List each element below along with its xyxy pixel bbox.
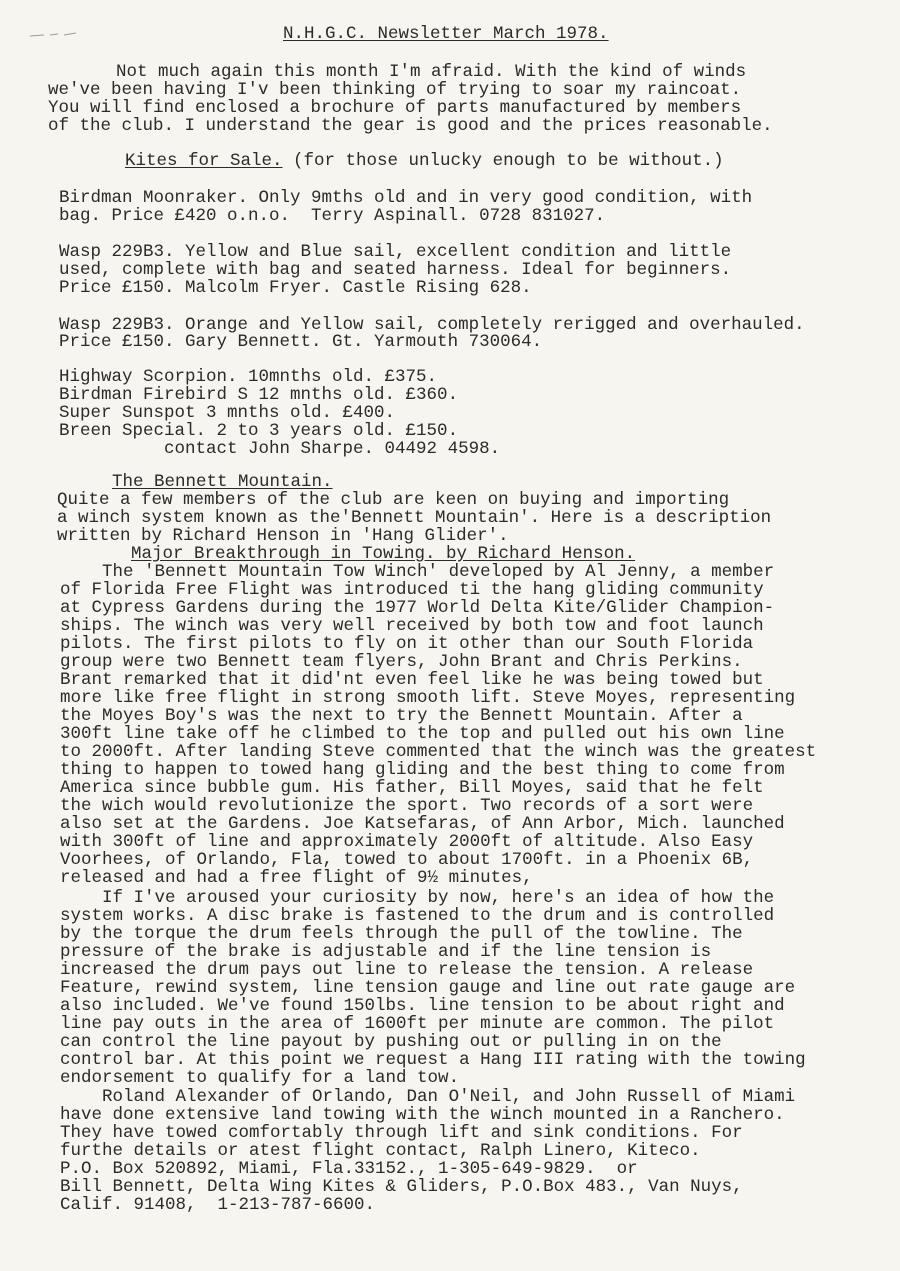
article-line: Voorhees, of Orlando, Fla, towed to about 1700ft. in a Phoenix 6B, [60, 850, 754, 870]
intro-line: we've been having I'v been thinking of trying to soar my raincoat. [48, 80, 742, 100]
article-line: by the torque the drum feels through the pull of the towline. The [60, 924, 743, 944]
article-line: ships. The winch was very well received by both tow and foot launch [60, 616, 764, 636]
ad-line: used, complete with bag and seated harness. Ideal for beginners. [59, 260, 732, 280]
article-line: group were two Bennett team flyers, John Brant and Chris Perkins. [60, 652, 743, 672]
ad-line: bag. Price £420 o.n.o. Terry Aspinall. 0728 831027. [59, 206, 606, 226]
article-line: furthe details or atest flight contact, Ralph Linero, Kiteco. [60, 1141, 701, 1161]
bennett-intro-line: a winch system known as the'Bennett Mountain'. Here is a description [57, 508, 772, 528]
ad-contact-line: contact John Sharpe. 04492 4598. [59, 439, 501, 459]
article-line: with 300ft of line and approximately 2000ft of altitude. Also Easy [60, 832, 754, 852]
page-title: N.H.G.C. Newsletter March 1978. [283, 24, 609, 44]
article-line: to 2000ft. After landing Steve commented that the winch was the greatest [60, 742, 817, 762]
article-line: control bar. At this point we request a Hang III rating with the towing [60, 1050, 806, 1070]
ad-line: Highway Scorpion. 10mnths old. £375. [59, 367, 438, 387]
pencil-mark [28, 32, 78, 38]
kites-heading-text: Kites for Sale. [125, 151, 283, 171]
bennett-intro-line: written by Richard Henson in 'Hang Glider'. [57, 526, 509, 546]
article-line: If I've aroused your curiosity by now, here's an idea of how the [60, 888, 775, 908]
article-line: increased the drum pays out line to release the tension. A release [60, 960, 754, 980]
ad-line: Wasp 229B3. Yellow and Blue sail, excellent condition and little [59, 242, 732, 262]
article-line: P.O. Box 520892, Miami, Fla.33152., 1-305-649-9829. or [60, 1159, 638, 1179]
intro-line: Not much again this month I'm afraid. With the kind of winds [116, 62, 747, 82]
article-line: thing to happen to towed hang gliding and the best thing to come from [60, 760, 785, 780]
article-line: the Moyes Boy's was the next to try the Bennett Mountain. After a [60, 706, 743, 726]
article-line: also set at the Gardens. Joe Katsefaras, of Ann Arbor, Mich. launched [60, 814, 785, 834]
article-line: can control the line payout by pushing out or pulling in on the [60, 1032, 722, 1052]
ad-line: Price £150. Malcolm Fryer. Castle Rising 628. [59, 278, 532, 298]
article-line: more like free flight in strong smooth lift. Steve Moyes, representing [60, 688, 796, 708]
bennett-section-heading: The Bennett Mountain. [112, 472, 333, 492]
article-line: Bill Bennett, Delta Wing Kites & Gliders, P.O.Box 483., Van Nuys, [60, 1177, 743, 1197]
article-line: Brant remarked that it did'nt even feel like he was being towed but [60, 670, 764, 690]
article-line: have done extensive land towing with the winch mounted in a Ranchero. [60, 1105, 785, 1125]
article-line: endorsement to qualify for a land tow. [60, 1068, 460, 1088]
article-line: at Cypress Gardens during the 1977 World Delta Kite/Glider Champion- [60, 598, 775, 618]
ad-line: Price £150. Gary Bennett. Gt. Yarmouth 730064. [59, 332, 543, 352]
kites-heading-note: (for those unlucky enough to be without.) [282, 151, 724, 171]
ad-line: Birdman Firebird S 12 mnths old. £360. [59, 385, 459, 405]
kites-section-heading [125, 151, 724, 171]
article-line: The 'Bennett Mountain Tow Winch' developed by Al Jenny, a member [60, 562, 775, 582]
article-line: line pay outs in the area of 1600ft per minute are common. The pilot [60, 1014, 775, 1034]
ad-line: Super Sunspot 3 mnths old. £400. [59, 403, 396, 423]
article-line: released and had a free flight of 9½ minutes, [60, 868, 533, 888]
bennett-intro-line: Quite a few members of the club are keen on buying and importing [57, 490, 730, 510]
ad-line: Breen Special. 2 to 3 years old. £150. [59, 421, 459, 441]
article-heading: Major Breakthrough in Towing. by Richard Henson. [131, 544, 636, 564]
article-line: also included. We've found 150lbs. line tension to be about right and [60, 996, 785, 1016]
intro-line: You will find enclosed a brochure of parts manufactured by members [48, 98, 742, 118]
article-line: Calif. 91408, 1-213-787-6600. [60, 1195, 376, 1215]
article-line: the wich would revolutionize the sport. Two records of a sort were [60, 796, 754, 816]
article-line: system works. A disc brake is fastened to the drum and is controlled [60, 906, 775, 926]
article-line: pressure of the brake is adjustable and if the line tension is [60, 942, 712, 962]
ad-line: Birdman Moonraker. Only 9mths old and in very good condition, with [59, 188, 753, 208]
article-line: Feature, rewind system, line tension gauge and line out rate gauge are [60, 978, 796, 998]
ad-line: Wasp 229B3. Orange and Yellow sail, completely rerigged and overhauled. [59, 315, 805, 335]
article-line: They have towed comfortably through lift and sink conditions. For [60, 1123, 743, 1143]
article-line: of Florida Free Flight was introduced ti the hang gliding community [60, 580, 764, 600]
article-line: Roland Alexander of Orlando, Dan O'Neil, and John Russell of Miami [60, 1087, 796, 1107]
intro-line: of the club. I understand the gear is good and the prices reasonable. [48, 116, 773, 136]
article-line: 300ft line take off he climbed to the top and pulled out his own line [60, 724, 785, 744]
article-line: pilots. The first pilots to fly on it other than our South Florida [60, 634, 754, 654]
article-line: America since bubble gum. His father, Bill Moyes, said that he felt [60, 778, 764, 798]
